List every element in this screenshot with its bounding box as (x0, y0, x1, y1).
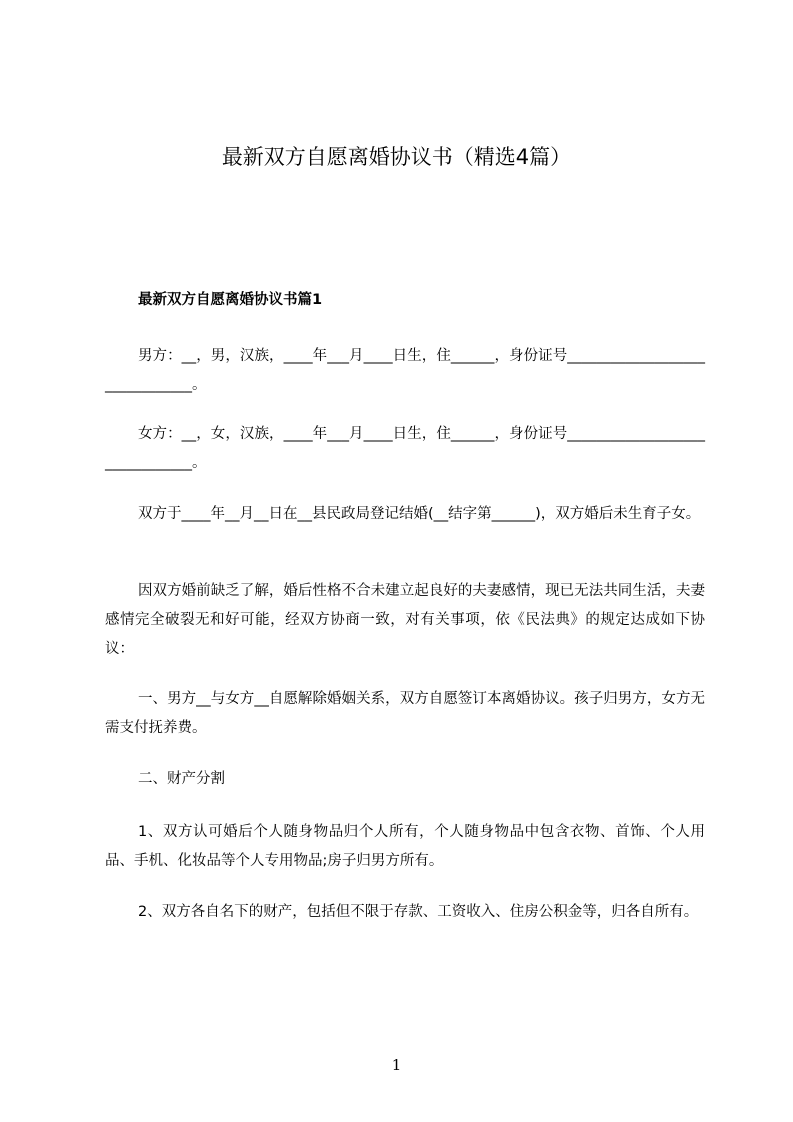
paragraph-marriage-registration: 双方于____年__月__日在__县民政局登记结婚(__结字第______)，双方婚后未生育子女。 (138, 506, 701, 522)
paragraph-clause-two-heading: 二、财产分割 (138, 771, 225, 787)
paragraph-female-party: 女方：__，女，汉族，____年___月____日生，住______，身份证号_______________________________。 (105, 426, 705, 471)
paragraph-clause-one: 一、男方__与女方__自愿解除婚姻关系，双方自愿签订本离婚协议。孩子归男方，女方无需支付抚养费。 (105, 691, 705, 736)
paragraph-property-item-two: 2、双方各自名下的财产，包括但不限于存款、工资收入、住房公积金等，归各自所有。 (138, 904, 699, 920)
section-heading: 最新双方自愿离婚协议书篇1 (138, 292, 323, 308)
paragraph-property-item-one: 1、双方认可婚后个人随身物品归个人所有，个人随身物品中包含衣物、首饰、个人用品、手机、化妆品等个人专用物品;房子归男方所有。 (105, 824, 705, 869)
paragraph-male-party: 男方：__，男，汉族，____年___月____日生，住______，身份证号_______________________________。 (105, 348, 705, 393)
page-number: 1 (391, 1056, 402, 1074)
document-title: 最新双方自愿离婚协议书（精选4篇） (221, 145, 572, 169)
paragraph-divorce-reason: 因双方婚前缺乏了解，婚后性格不合未建立起良好的夫妻感情，现已无法共同生活，夫妻感情完全破裂无和好可能，经双方协商一致，对有关事项，依《民法典》的规定达成如下协议： (105, 583, 705, 657)
